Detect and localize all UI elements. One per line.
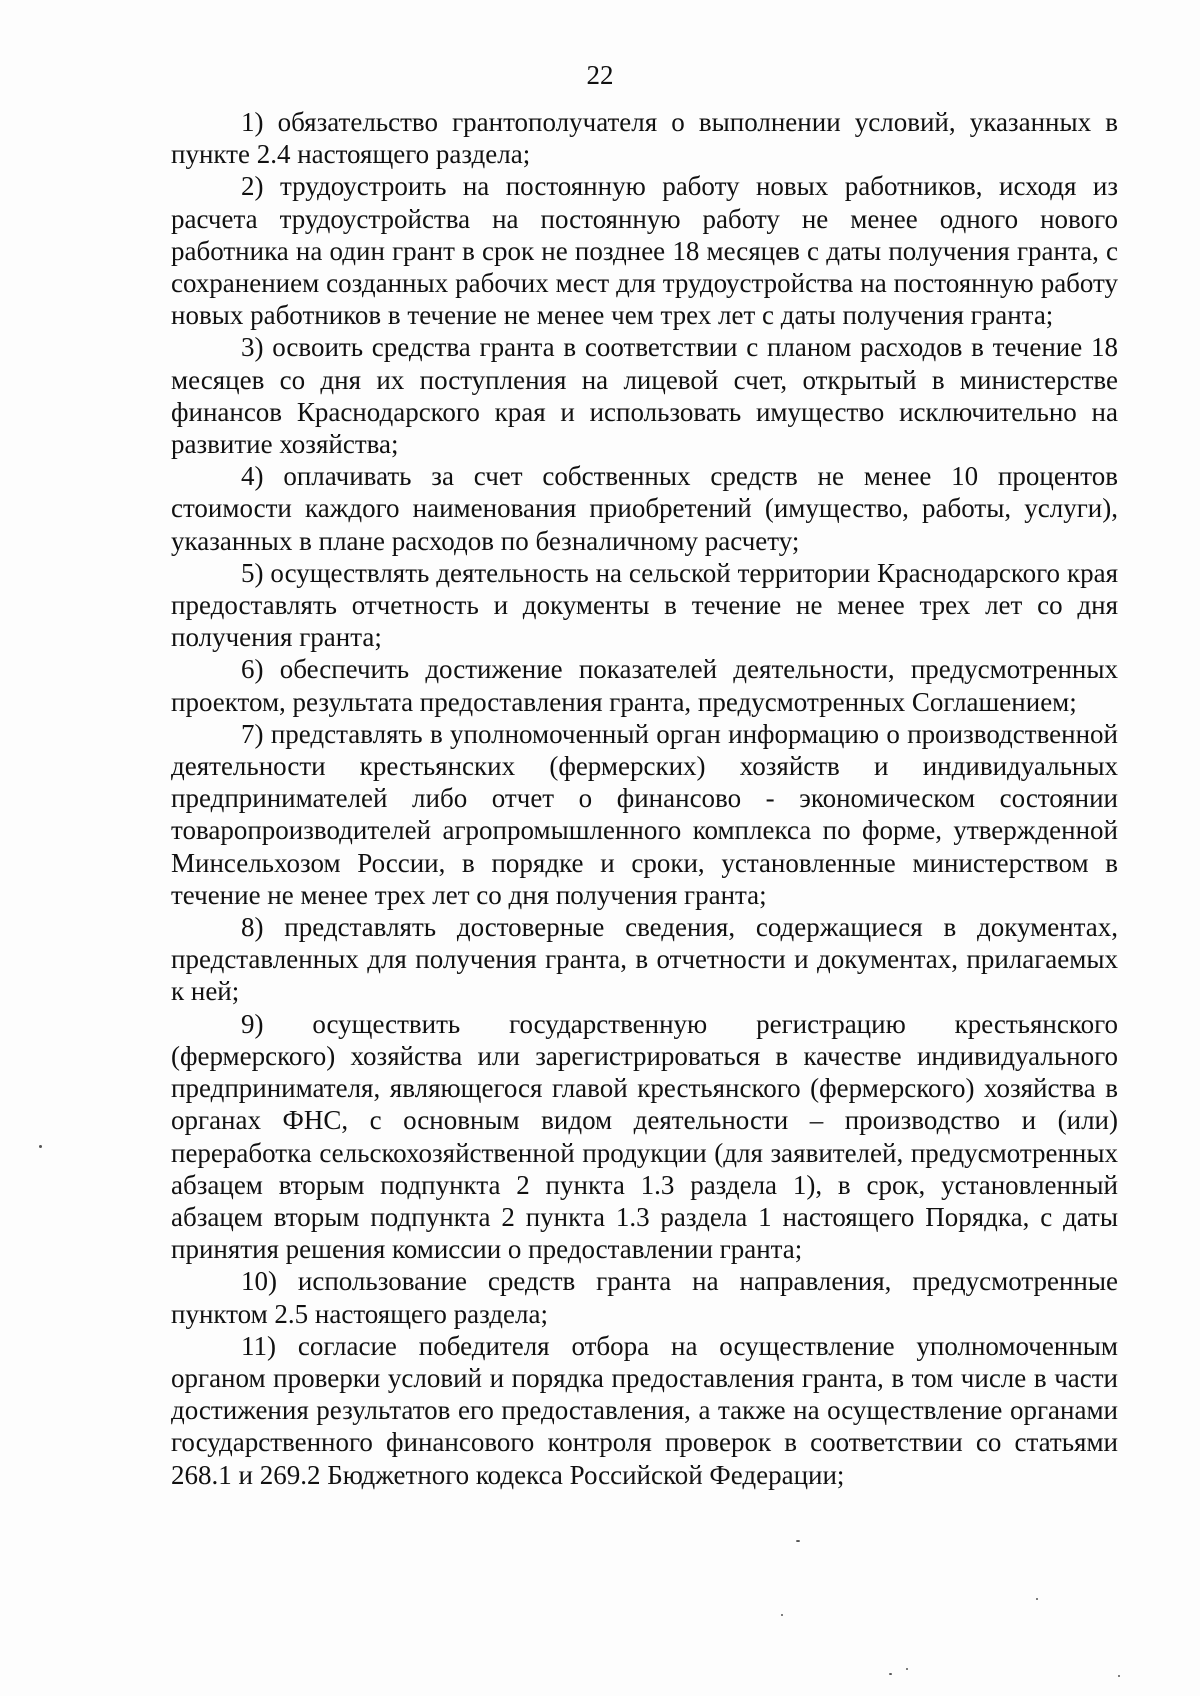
- list-item: 6) обеспечить достижение показателей деятельности, предусмотренных проектом, результата предоставления гранта, предусмотренных Соглашением;: [171, 654, 1118, 717]
- list-item: 8) представлять достоверные сведения, содержащиеся в документах, представленных для получения гранта, в отчетности и документах, прилагаемых к ней;: [171, 912, 1118, 1007]
- list-item: 1) обязательство грантополучателя о выполнении условий, указанных в пункте 2.4 настоящего раздела;: [171, 107, 1118, 170]
- list-item: 2) трудоустроить на постоянную работу новых работников, исходя из расчета трудоустройства на постоянную работу не менее одного нового работника на один грант в срок не позднее 18 месяцев с даты получения гранта, с сохранением созданных рабочих мест для трудоустройства на постоянную работу новых работников в течение не менее чем трех лет с даты получения гранта;: [171, 171, 1118, 331]
- list-item: 11) согласие победителя отбора на осуществление уполномоченным органом проверки условий и порядка предоставления гранта, в том числе в части достижения результатов его предоставления, а также на осуществление органами государственного финансового контроля проверок в соответствии со статьями 268.1 и 269.2 Бюджетного кодекса Российской Федерации;: [171, 1330, 1118, 1490]
- scan-speck: [906, 1668, 908, 1670]
- list-item: 10) использование средств гранта на направления, предусмотренные пунктом 2.5 настоящего раздела;: [171, 1266, 1118, 1329]
- scan-speck: [889, 1673, 892, 1675]
- scan-speck: [796, 1540, 800, 1542]
- list-item: 9) осуществить государственную регистрацию крестьянского (фермерского) хозяйства или зарегистрироваться в качестве индивидуального предпринимателя, являющегося главой крестьянского (фермерского) хозяйства в органах ФНС, с основным видом деятельности – производство и (или) переработка сельскохозяйственной продукции (для заявителей, предусмотренных абзацем вторым подпункта 2 пункта 1.3 раздела 1), в срок, установленный абзацем вторым подпункта 2 пункта 1.3 раздела 1 настоящего Порядка, с даты принятия решения комиссии о предоставлении гранта;: [171, 1008, 1118, 1265]
- list-item: 5) осуществлять деятельность на сельской территории Краснодарского края предоставлять отчетность и документы в течение не менее трех лет со дня получения гранта;: [171, 557, 1118, 653]
- document-body: [171, 106, 1118, 1491]
- page-number: 22: [586, 60, 614, 90]
- scan-speck: [1118, 1675, 1120, 1677]
- scan-speck: [781, 1614, 783, 1616]
- scan-speck: [1036, 1598, 1038, 1600]
- scan-speck: [39, 1145, 42, 1148]
- list-item: 7) представлять в уполномоченный орган информацию о производственной деятельности крестьянских (фермерских) хозяйств и индивидуальных предпринимателей либо отчет о финансово - экономическом состоянии товаропроизводителей агропромышленного комплекса по форме, утвержденной Минсельхозом России, в порядке и сроки, установленные министерством в течение не менее трех лет со дня получения гранта;: [171, 718, 1118, 910]
- list-item: 3) освоить средства гранта в соответствии с планом расходов в течение 18 месяцев со дня их поступления на лицевой счет, открытый в министерстве финансов Краснодарского края и использовать имущество исключительно на развитие хозяйства;: [171, 332, 1118, 460]
- list-item: 4) оплачивать за счет собственных средств не менее 10 процентов стоимости каждого наименования приобретений (имущество, работы, услуги), указанных в плане расходов по безналичному расчету;: [171, 461, 1118, 556]
